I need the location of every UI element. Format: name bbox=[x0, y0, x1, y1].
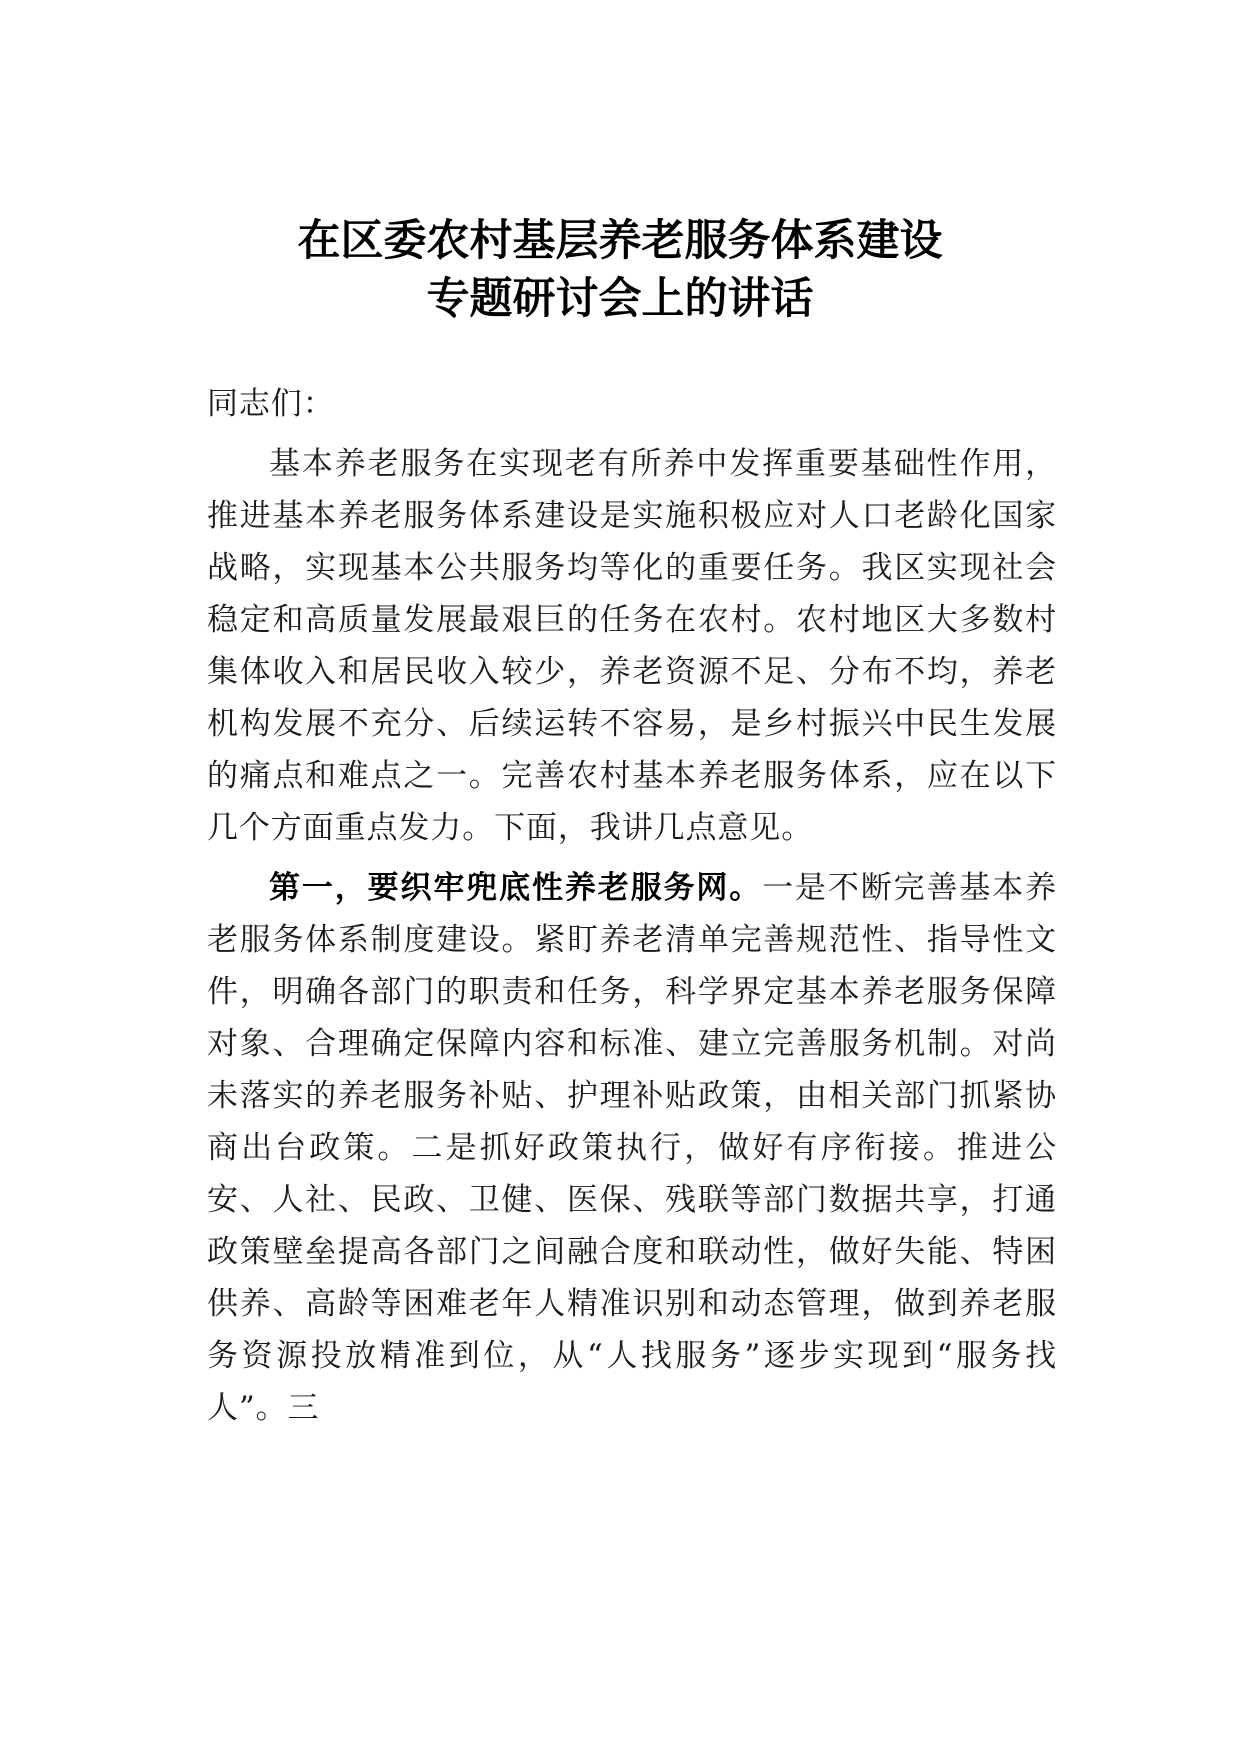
document-body bbox=[207, 378, 1057, 1434]
paragraph-first-point-heading: 第一，要织牢兜底性养老服务网。 bbox=[269, 870, 763, 906]
paragraph-first-point-text: 一是不断完善基本养老服务体系制度建设。紧盯养老清单完善规范性、指导性文件，明确各部门的职责和任务，科学界定基本养老服务保障对象、合理确定保障内容和标准、建立完善服务机制。对尚未落实的养老服务补贴、护理补贴政策，由相关部门抓紧协商出台政策。二是抓好政策执行，做好有序衔接。推进公安、人社、民政、卫健、医保、残联等部门数据共享，打通政策壁垒提高各部门之间融合度和联动性，做好失能、特困供养、高龄等困难老年人精准识别和动态管理，做到养老服务资源投放精准到位，从“人找服务”逐步实现到“服务找人”。三 bbox=[207, 870, 1057, 1426]
paragraph-first-point bbox=[207, 862, 1057, 1434]
salutation: 同志们： bbox=[207, 386, 335, 422]
paragraph-intro-text: 基本养老服务在实现老有所养中发挥重要基础性作用，推进基本养老服务体系建设是实施积极应对人口老龄化国家战略，实现基本公共服务均等化的重要任务。我区实现社会稳定和高质量发展最艰巨的任务在农村。农村地区大多数村集体收入和居民收入较少，养老资源不足、分布不均，养老机构发展不充分、后续运转不容易，是乡村振兴中民生发展的痛点和难点之一。完善农村基本养老服务体系，应在以下几个方面重点发力。下面，我讲几点意见。 bbox=[207, 446, 1057, 846]
title-line-2: 专题研讨会上的讲话 bbox=[426, 274, 814, 324]
paragraph-intro bbox=[207, 438, 1057, 854]
document-title bbox=[0, 212, 1240, 328]
title-line-1: 在区委农村基层养老服务体系建设 bbox=[297, 216, 943, 266]
